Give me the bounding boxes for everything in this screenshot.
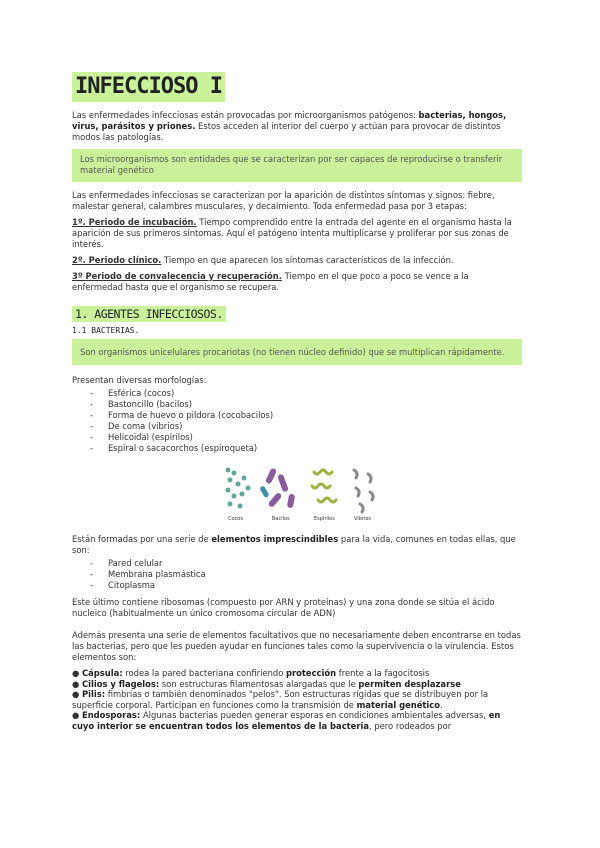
item-label: Cilios y flagelos:: [81, 678, 160, 689]
stage-3: [72, 271, 522, 293]
figure-label-espirilos: Espirilos: [314, 516, 335, 522]
item-strong: material genético: [356, 699, 441, 710]
item-text-end: .: [440, 699, 443, 710]
item-strong: en cuyo interior se encuentran todos los elementos de la bacteria: [72, 710, 501, 731]
list-item: - Bastoncillo (bacilos): [90, 399, 522, 410]
intro-text-c: Estos acceden al interior del cuerpo y actúan para provocar de distintos modos las patologías.: [72, 121, 501, 142]
highlight-note-bacterias: Son organismos unicelulares procariotas (no tienen núcleo definido) que se multiplican rápidamente.: [72, 339, 522, 365]
figure-label-vibrios: Vibrios: [354, 516, 371, 522]
cytoplasm-paragraph: Este último contiene ribosomas (compuesto por ARN y proteínas) y una zona donde se sitúa el ácido nucleico (habitualmente un único cromosoma circular de ADN): [72, 597, 495, 618]
intro-text-bold: bacterias, hongos, virus, parásitos y priones.: [72, 110, 507, 131]
essential-elements-list: [90, 558, 522, 591]
item-strong: protección: [286, 668, 337, 678]
intro-text-a: Las enfermedades infecciosas están provocadas por microorganismos patógenos:: [72, 110, 419, 120]
list-item: - Espiral o sacacorchos (espiroqueta): [90, 443, 522, 454]
facultative-item-cilios: [72, 679, 522, 690]
morphologies-intro: Presentan diversas morfologías:: [72, 375, 207, 385]
bacteria-morphology-figure: [222, 464, 382, 524]
bullet-icon: ●: [72, 710, 80, 720]
morphologies-list: [90, 388, 522, 454]
facultative-item-endosporas: [72, 710, 522, 731]
stage-1-label: 1º. Periodo de incubación.: [72, 217, 197, 227]
item-label: Pilis:: [81, 689, 106, 699]
item-text-end: frente a la fagocitosis: [336, 668, 430, 678]
list-item: - Esférica (cocos): [90, 388, 522, 399]
list-item: - Citoplasma: [90, 580, 522, 591]
facultative-item-capsula: [72, 668, 522, 679]
elements-intro-a: Están formadas por una serie de: [72, 534, 212, 544]
highlight-note-microorganisms: Los microorganismos son entidades que se caracterizan por ser capaces de reproducirse o transferir material genético: [72, 149, 522, 182]
elements-intro-bold: elementos imprescindibles: [211, 534, 339, 544]
facultative-item-pilis: [72, 689, 522, 710]
symptoms-paragraph: Las enfermedades infecciosas se caracterizan por la aparición de distintos síntomas y signos: fiebre, malestar general, calambres musculares, y decaimiento. Toda enfermedad pasa por 3 etapas:: [72, 190, 495, 211]
list-item: - De coma (vibrios): [90, 421, 522, 432]
stage-1: [72, 217, 522, 250]
list-item: - Membrana plasmástica: [90, 569, 522, 580]
section-heading-agentes: 1. AGENTES INFECCIOSOS.: [72, 306, 226, 322]
bullet-icon: ●: [72, 689, 80, 699]
figure-label-bacilos: Bacilos: [272, 516, 290, 522]
facultative-intro: Además presenta una serie de elementos facultativos que no necesariamente deben encontrarse en todas las bacterias, pero que les pueden ayudar en funciones tales como la supervivencia o la virulencia. Estos elementos son:: [72, 630, 521, 662]
item-label: Endosporas:: [81, 710, 141, 720]
stage-2: [72, 255, 522, 266]
document-page: [72, 72, 522, 731]
bullet-icon: ●: [72, 678, 80, 689]
subsection-heading-bacterias: 1.1 BACTERIAS.: [72, 326, 140, 335]
stage-2-text: Tiempo en que aparecen los síntomas característicos de la infección.: [161, 255, 454, 265]
figure-label-cocos: Cocos: [228, 516, 243, 522]
stage-1-text: Tiempo comprendido entre la entrada del agente en el organismo hasta la aparición de sus primeros síntomas. Aquí el patógeno intenta multiplicarse y proliferar por sus zonas de interés.: [72, 217, 512, 249]
item-strong: permiten desplazarse: [358, 678, 461, 689]
list-item: - Forma de huevo o pildora (cocobacilos): [90, 410, 522, 421]
bacteria-illustration: [222, 464, 382, 524]
item-text: son estructuras filamentosas alargadas que le: [159, 678, 359, 689]
item-label: Cápsula:: [81, 668, 123, 678]
item-text: Algunas bacterias pueden generar esporas en condiciones ambientales adversas,: [140, 710, 489, 720]
item-text: rodea la pared bacteriana confiriendo: [122, 668, 287, 678]
list-item: - Helicoidal (espirilos): [90, 432, 522, 443]
bullet-icon: ●: [72, 668, 80, 678]
stage-3-label: 3º Periodo de convalecencia y recuperación.: [72, 271, 282, 281]
item-text-end: , pero rodeados por: [369, 720, 452, 731]
list-item: - Pared celular: [90, 558, 522, 569]
elements-intro-c: para la vida, comunes en todas ellas, que son:: [72, 534, 516, 555]
elements-intro: [72, 534, 522, 556]
stage-2-label: 2º. Periodo clínico.: [72, 255, 162, 265]
stage-3-text: Tiempo en el que poco a poco se vence a la enfermedad hasta que el organismo se recupera.: [72, 271, 469, 292]
page-title: INFECCIOSO I: [72, 72, 225, 102]
item-text: fimbrias o también denominados "pelos". Son estructuras rígidas que se distribuyen por la superficie corporal. Participan en funciones como la transmisión de: [72, 689, 489, 710]
intro-paragraph: [72, 110, 522, 143]
